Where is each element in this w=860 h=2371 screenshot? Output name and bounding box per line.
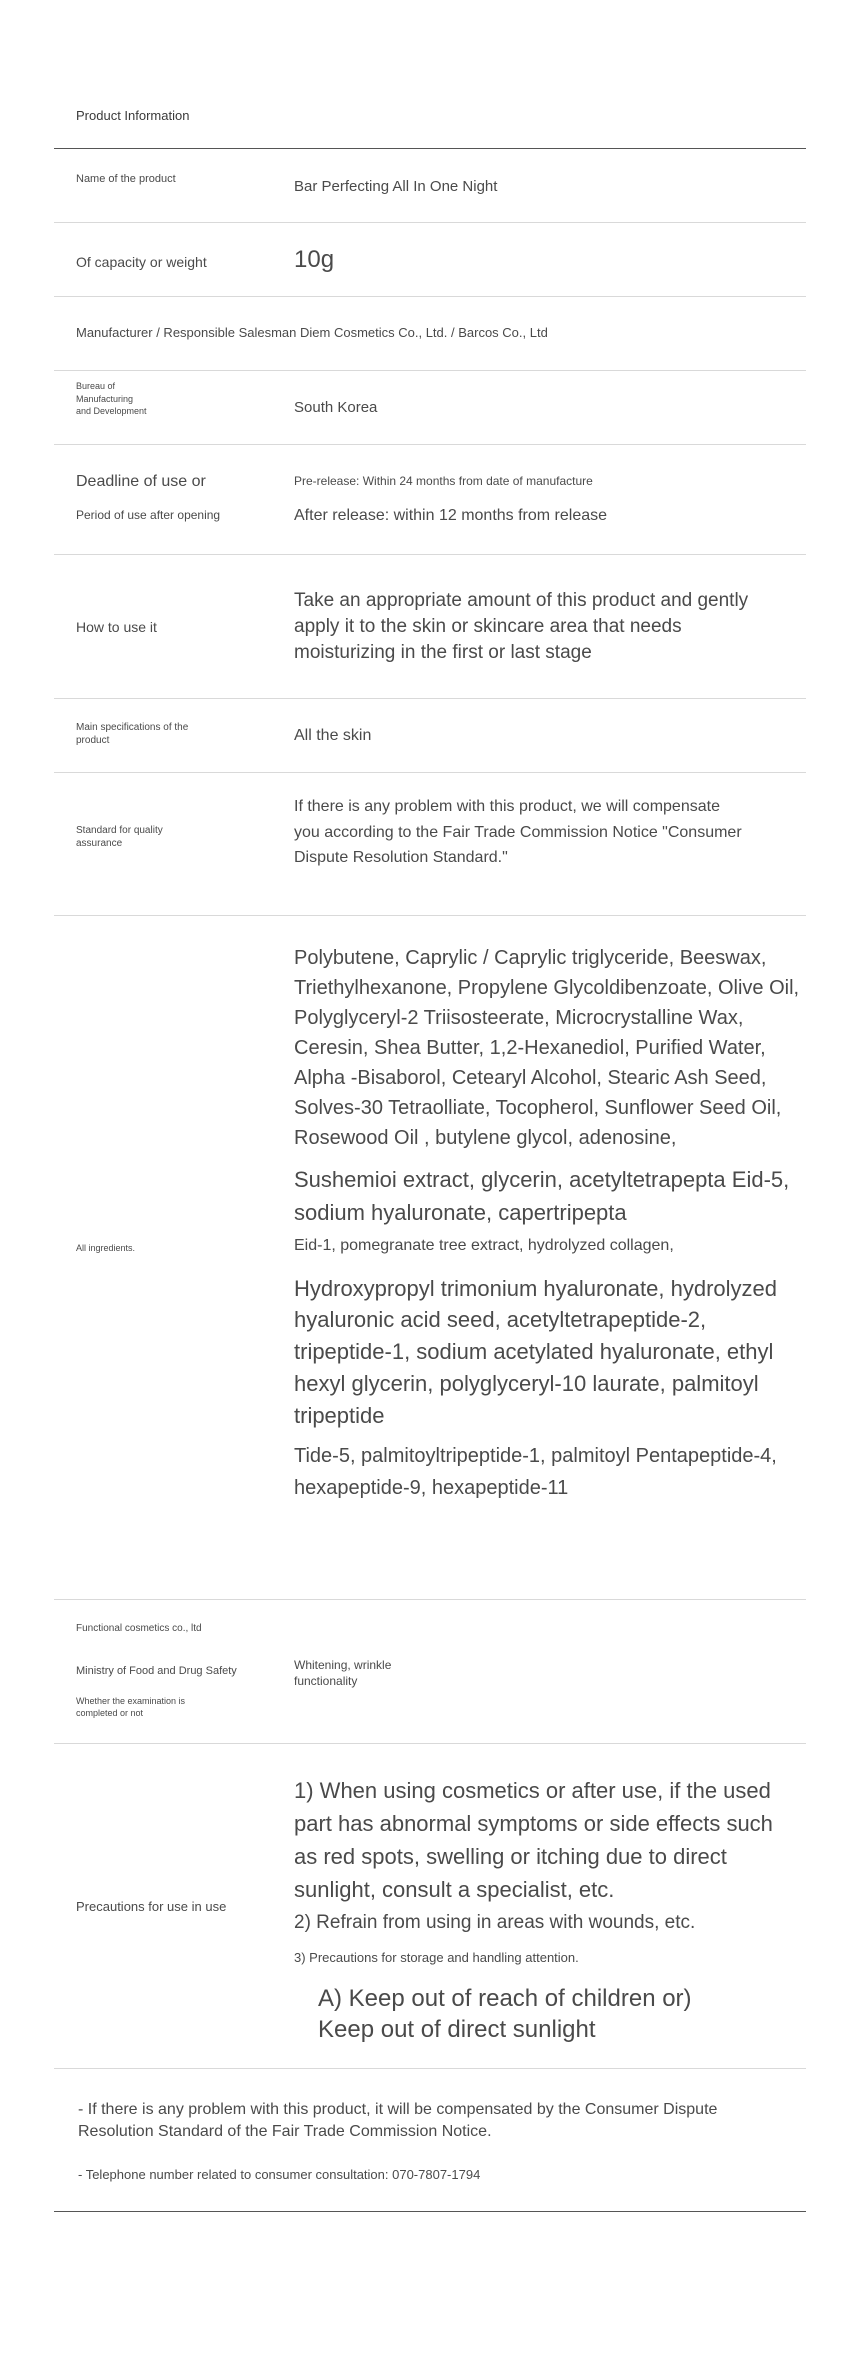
row-manufacturer (54, 297, 806, 371)
label-capacity: Of capacity or weight (76, 254, 207, 270)
label-ingredients: All ingredients. (76, 1243, 136, 1253)
label-examination: Whether the examination is completed or not (76, 1696, 186, 1718)
label-mfds: Ministry of Food and Drug Safety (76, 1665, 237, 1677)
manufacturer-text: Manufacturer / Responsible Salesman Diem Cosmetics Co., Ltd. / Barcos Co., Ltd (76, 325, 548, 340)
row-capacity (54, 223, 806, 297)
row-main-specs (54, 699, 806, 773)
precaution-2: 2) Refrain from using in areas with wounds, etc. (294, 1912, 696, 1933)
value-deadline-post: After release: within 12 months from release (294, 507, 608, 524)
label-functional-company: Functional cosmetics co., ltd (76, 1623, 202, 1634)
row-ingredients (54, 916, 806, 1600)
ingredients-part-2: Sushemioi extract, glycerin, acetyltetrapepta Eid-5, sodium hyaluronate, capertripepta (294, 1167, 790, 1225)
label-deadline-2: Period of use after opening (76, 508, 221, 522)
footer-divider (54, 2211, 806, 2212)
label-quality: Standard for quality assurance (76, 825, 163, 849)
precautions-list (294, 1774, 799, 2045)
value-deadline-pre: Pre-release: Within 24 months from date of manufacture (294, 474, 593, 488)
label-deadline-1: Deadline of use or (76, 473, 206, 490)
ingredients-part-4: Hydroxypropyl trimonium hyaluronate, hydrolyzed hyaluronic acid seed, acetyltetrapeptide-2, tripeptide-1, sodium acetylated hyaluronate, ethyl hexyl glycerin, polyglyceryl-10 laurate, palmitoyl tripeptide (294, 1275, 777, 1429)
ingredients-part-1: Polybutene, Caprylic / Caprylic triglyceride, Beeswax, Triethylhexanone, Propylene Glycoldibenzoate, Olive Oil, Polyglyceryl-2 Triisosteerate, Microcrystalline Wax, Ceresin, Shea Butter, 1,2-Hexanediol, Purified Water, Alpha -Bisaborol, Cetearyl Alcohol, Stearic Ash Seed, Solves-30 Tetraolliate, Tocopherol, Sunflower Seed Oil, Rosewood Oil , butylene glycol, adenosine, (294, 947, 800, 1149)
label-how-to-use: How to use it (76, 619, 157, 635)
footer-compensation-note: - If there is any problem with this product, it will be compensated by the Consumer Dispute Resolution Standard of the Fair Trade Commission Notice. (78, 2101, 718, 2141)
ingredients-part-3: Eid-1, pomegranate tree extract, hydrolyzed collagen, (294, 1237, 674, 1254)
value-quality: If there is any problem with this product, we will compensate you according to the Fair Trade Commission Notice "Consumer Dispute Resolution Standard." (294, 798, 742, 867)
row-deadline (54, 445, 806, 555)
row-bureau (54, 371, 806, 445)
label-bureau: Bureau of Manufacturing and Development (76, 381, 147, 417)
footer-telephone-note: - Telephone number related to consumer consultation: 070-7807-1794 (78, 2167, 481, 2182)
precaution-1: 1) When using cosmetics or after use, if the used part has abnormal symptoms or side effects such as red spots, swelling or itching due to direct sunlight, consult a specialist, etc. (294, 1778, 773, 1902)
precaution-3: 3) Precautions for storage and handling attention. (294, 1949, 579, 1965)
ingredients-part-5: Tide-5, palmitoyltripeptide-1, palmitoyl Pentapeptide-4, hexapeptide-9, hexapeptide-11 (294, 1445, 777, 1500)
value-functionality: Whitening, wrinkle functionality (294, 1658, 392, 1688)
value-main-specs: All the skin (294, 727, 372, 744)
label-product-name: Name of the product (76, 173, 176, 185)
row-precautions (54, 1744, 806, 2069)
value-product-name: Bar Perfecting All In One Night (294, 178, 498, 195)
section-title: Product Information (76, 108, 190, 123)
row-product-name (54, 149, 806, 223)
label-precautions: Precautions for use in use (76, 1899, 227, 1914)
value-capacity: 10g (294, 246, 335, 273)
label-main-specs: Main specifications of the product (76, 722, 189, 746)
row-functional (54, 1600, 806, 1744)
row-how-to-use (54, 555, 806, 699)
precaution-3a: A) Keep out of reach of children or) Keep out of direct sunlight (318, 1984, 692, 2043)
row-quality (54, 773, 806, 916)
ingredients-list (294, 943, 814, 1504)
value-how-to-use: Take an appropriate amount of this product and gently apply it to the skin or skincare area that needs moisturizing in the first or last stage (294, 590, 749, 664)
value-bureau: South Korea (294, 399, 378, 416)
